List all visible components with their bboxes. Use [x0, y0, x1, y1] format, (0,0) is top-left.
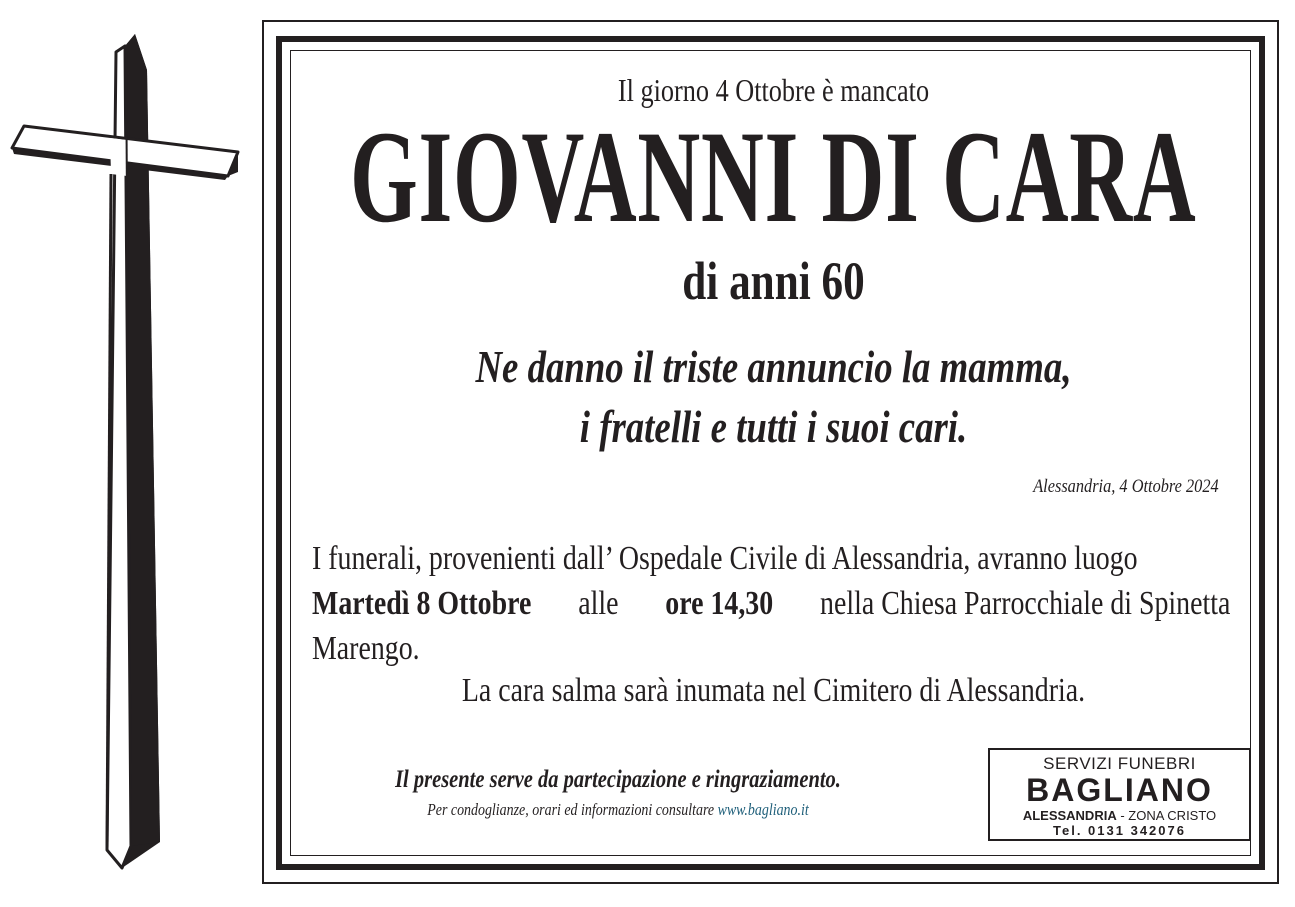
funeral-time: ore 14,30 [665, 585, 774, 622]
agency-zone: - ZONA CRISTO [1120, 808, 1217, 823]
funeral-alle: alle [578, 585, 619, 622]
announcement-line-2: i fratelli e tutti i suoi cari. [579, 401, 968, 452]
agency-brand: BAGLIANO [1026, 772, 1213, 808]
funeral-line-1-text: I funerali, provenienti dall’ Ospedale Civile di Alessandria, avranno luogo [312, 540, 1138, 577]
place-date: Alessandria, 4 Ottobre 2024 [1033, 476, 1219, 497]
cross-icon [0, 0, 260, 907]
funeral-line-2 [312, 581, 1230, 626]
thanks-text: Il presente serve da partecipazione e ringraziamento. [395, 766, 841, 793]
funeral-details [312, 536, 1230, 671]
agency-box [988, 748, 1251, 841]
website-link[interactable]: www.bagliano.it [717, 800, 809, 819]
funeral-day: Martedì 8 Ottobre [312, 585, 532, 622]
agency-services: SERVIZI FUNEBRI [1043, 754, 1196, 773]
funeral-line-1 [312, 536, 1230, 581]
info-text [372, 800, 864, 820]
death-intro: Il giorno 4 Ottobre è mancato [617, 72, 930, 108]
agency-phone: Tel. 0131 342076 [1053, 823, 1186, 838]
deceased-name-container [300, 103, 1247, 250]
agency-location [990, 808, 1249, 823]
burial-line: La cara salma sarà inumata nel Cimitero di Alessandria. [461, 672, 1086, 709]
agency-city: ALESSANDRIA [1022, 808, 1117, 823]
deceased-age: di anni 60 [682, 251, 865, 311]
deceased-name: GIOVANNI DI CARA [350, 103, 1197, 250]
info-label: Per condoglianze, orari ed informazioni consultare [427, 800, 715, 819]
announcement-line-1: Ne danno il triste annuncio la mamma, [475, 341, 1072, 392]
funeral-line-3: Marengo. [312, 630, 420, 667]
funeral-location: nella Chiesa Parrocchiale di Spinetta [820, 585, 1231, 622]
